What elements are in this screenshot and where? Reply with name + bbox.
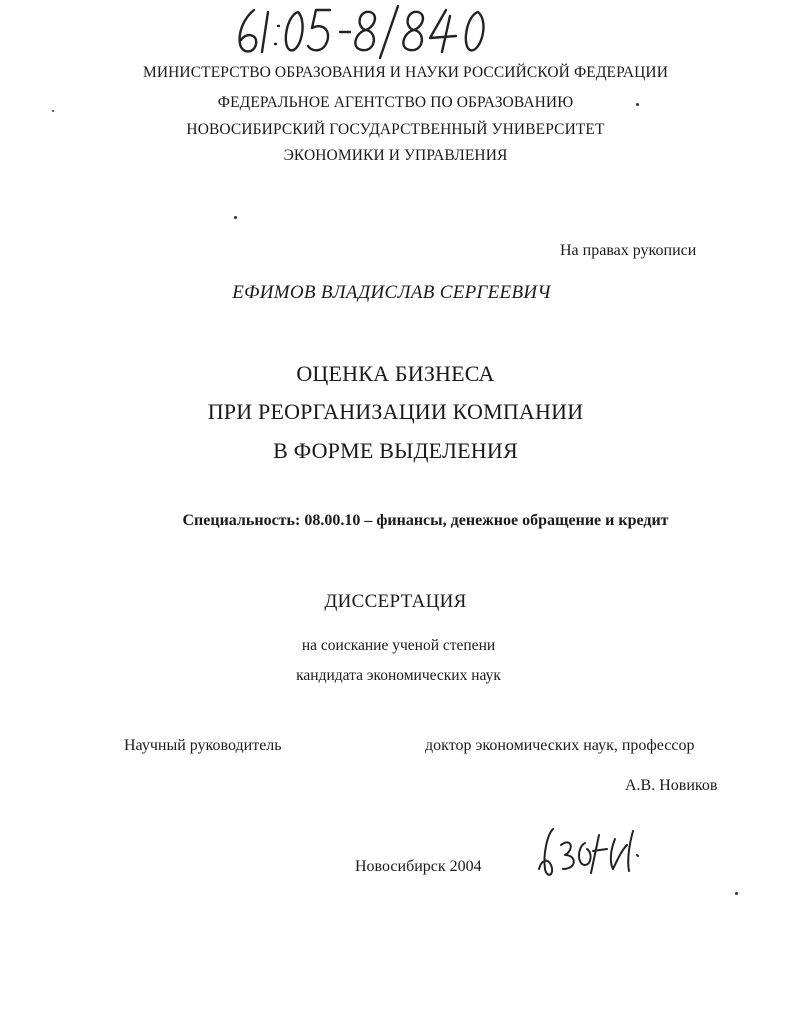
supervisor-title: доктор экономических наук, профессор <box>425 737 695 754</box>
handwritten-archive-code <box>232 2 496 60</box>
manuscript-rights-note: На правах рукописи <box>560 242 697 259</box>
degree-line-1: на соискание ученой степени <box>301 637 496 654</box>
agency-name: ФЕДЕРАЛЬНОЕ АГЕНТСТВО ПО ОБРАЗОВАНИЮ <box>217 94 574 111</box>
author-name: ЕФИМОВ ВЛАДИСЛАВ СЕРГЕЕВИЧ <box>232 282 551 303</box>
place-and-year: Новосибирск 2004 <box>355 858 482 875</box>
university-name-suffix: ЭКОНОМИКИ И УПРАВЛЕНИЯ <box>283 147 508 164</box>
supervisor-label: Научный руководитель <box>124 737 282 754</box>
scan-speck <box>636 103 639 106</box>
scan-speck <box>52 110 54 112</box>
specialty: Специальность: 08.00.10 – финансы, денежное обращение и кредит <box>182 512 669 529</box>
document-type: ДИССЕРТАЦИЯ <box>324 591 467 612</box>
thesis-title-line-3: В ФОРМЕ ВЫДЕЛЕНИЯ <box>273 438 518 463</box>
degree-line-2: кандидата экономических наук <box>296 667 501 684</box>
scan-speck <box>234 216 237 219</box>
ministry-name: МИНИСТЕРСТВО ОБРАЗОВАНИЯ И НАУКИ РОССИЙСКОЙ ФЕДЕРАЦИИ <box>142 64 669 81</box>
thesis-title-line-1: ОЦЕНКА БИЗНЕСА <box>296 361 495 386</box>
thesis-title-line-2: ПРИ РЕОРГАНИЗАЦИИ КОМПАНИИ <box>207 399 584 424</box>
supervisor-name: А.В. Новиков <box>625 777 718 794</box>
handwritten-signature <box>533 825 645 881</box>
university-name: НОВОСИБИРСКИЙ ГОСУДАРСТВЕННЫЙ УНИВЕРСИТЕТ <box>186 121 605 138</box>
scan-speck <box>735 892 738 895</box>
